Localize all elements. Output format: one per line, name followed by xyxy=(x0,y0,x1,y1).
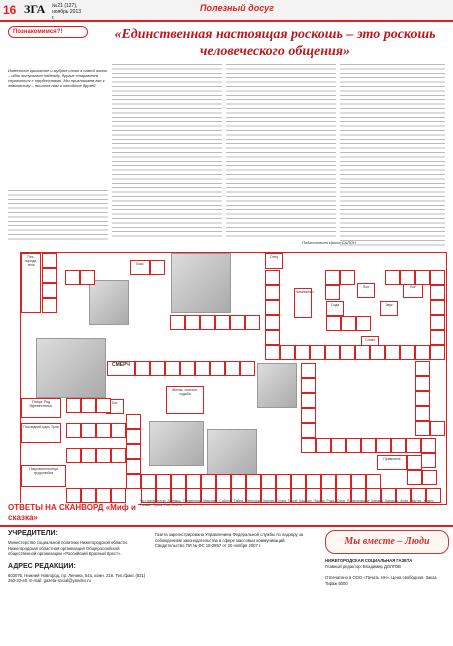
crossword-cell[interactable] xyxy=(66,398,81,413)
crossword-cell[interactable] xyxy=(180,361,195,376)
crossword-cell[interactable] xyxy=(415,361,430,376)
crossword-cell[interactable] xyxy=(385,270,400,285)
crossword-cell[interactable] xyxy=(42,283,57,298)
crossword-cell[interactable] xyxy=(340,270,355,285)
crossword-cell[interactable] xyxy=(81,448,96,463)
crossword-cell[interactable] xyxy=(81,423,96,438)
footer-founders xyxy=(8,530,148,584)
crossword-cell[interactable] xyxy=(415,345,430,360)
crossword-cell[interactable] xyxy=(65,270,80,285)
section-title: Полезный досуг xyxy=(200,3,274,13)
crossword-cell[interactable] xyxy=(430,270,445,285)
crossword-cell[interactable] xyxy=(430,300,445,315)
address-title: АДРЕС РЕДАКЦИИ: xyxy=(8,562,76,570)
crossword-cell[interactable] xyxy=(81,488,96,503)
crossword-grid xyxy=(20,252,447,505)
crossword-cell[interactable] xyxy=(422,470,437,485)
crossword-cell[interactable] xyxy=(326,316,341,331)
clue-10: Жизнь, счастье, судьба xyxy=(166,386,204,414)
crossword-cell[interactable] xyxy=(96,423,111,438)
crossword-cell[interactable] xyxy=(215,315,230,330)
crossword-cell[interactable] xyxy=(301,408,316,423)
crossword-cell[interactable] xyxy=(126,414,141,429)
crossword-cell[interactable] xyxy=(165,361,180,376)
crossword-cell[interactable] xyxy=(385,345,400,360)
crossword-cell[interactable] xyxy=(230,315,245,330)
crossword-cell[interactable] xyxy=(415,421,430,436)
issue-info: №21 (127), ноябрь 2013 г. xyxy=(52,3,82,21)
crossword-cell[interactable] xyxy=(66,448,81,463)
crossword-cell[interactable] xyxy=(156,474,171,489)
crossword-cell[interactable] xyxy=(66,423,81,438)
clue-4: Чемпионат xyxy=(294,288,312,318)
crossword-cell[interactable] xyxy=(325,285,340,300)
crossword-cell[interactable] xyxy=(126,429,141,444)
crossword-cell[interactable] xyxy=(201,474,216,489)
crossword-cell[interactable] xyxy=(126,444,141,459)
clue-11: СМЕРЧ xyxy=(107,361,135,376)
crossword-cell[interactable] xyxy=(415,376,430,391)
crossword-cell[interactable] xyxy=(301,423,316,438)
page-number: 16 xyxy=(3,3,17,17)
crossword-cell[interactable] xyxy=(301,393,316,408)
crossword-cell[interactable] xyxy=(391,438,406,453)
crossword-cell[interactable] xyxy=(265,300,280,315)
crossword-cell[interactable] xyxy=(210,361,225,376)
crossword-cell[interactable] xyxy=(400,345,415,360)
crossword-cell[interactable] xyxy=(111,488,126,503)
crossword-cell[interactable] xyxy=(421,438,436,453)
answers-text: По горизонтали: Абрикос. Трезвенник. Мирзоев. Сабина. Тайна. Петрушка. Кризис. Бочка. Герой. Каштан. Пашня. Рожь. Сура. По вертикали: Чапаев. Ландыш. Арка. Пастух. Хомут. Рыжик. Прага. Лев. Знать. xyxy=(140,499,434,508)
crossword-cell[interactable] xyxy=(246,474,261,489)
crossword-cell[interactable] xyxy=(200,315,215,330)
crossword-cell[interactable] xyxy=(415,406,430,421)
crossword-cell[interactable] xyxy=(280,345,295,360)
founders-text: Министерство социальной политики Нижегородской области. Нижегородская областная организация Общероссийской общественной организации «Российский Красный Крест». xyxy=(8,540,128,557)
crossword-cell[interactable] xyxy=(225,361,240,376)
crossword-cell[interactable] xyxy=(321,474,336,489)
crossword-cell[interactable] xyxy=(430,345,445,360)
footer-registration: Газета зарегистрирована Управлением Федеральной службы по надзору за соблюдением законодательства в сфере массовых коммуникаций. Свидетельство ПИ № ФС 18-2857 от 20 ноября 2007 г. xyxy=(155,532,304,549)
crossword-cell[interactable] xyxy=(421,453,436,468)
crossword-cell[interactable] xyxy=(415,270,430,285)
crossword-cell[interactable] xyxy=(42,253,57,268)
crossword-cell[interactable] xyxy=(316,438,331,453)
crossword-cell[interactable] xyxy=(301,378,316,393)
article-column-1 xyxy=(8,188,108,240)
article-author: Подготовила Ирина САЛОН xyxy=(302,240,356,245)
clue-7: Звук xyxy=(380,301,398,316)
clue-13: Последний царь Трои xyxy=(21,423,61,443)
crossword-cell[interactable] xyxy=(356,316,371,331)
crossword-cell[interactable] xyxy=(415,391,430,406)
crossword-cell[interactable] xyxy=(430,330,445,345)
crossword-cell[interactable] xyxy=(430,315,445,330)
crossword-cell[interactable] xyxy=(195,361,210,376)
clue-14: Бог xyxy=(106,399,124,414)
crossword-cell[interactable] xyxy=(81,398,96,413)
crossword-cell[interactable] xyxy=(170,315,185,330)
article-headline: «Единственная настоящая роскошь – это роскошь человеческого общения» xyxy=(114,27,436,59)
crossword-cell[interactable] xyxy=(301,438,316,453)
crossword-cell[interactable] xyxy=(171,474,186,489)
crossword-cell[interactable] xyxy=(96,448,111,463)
crossword-cell[interactable] xyxy=(150,260,165,275)
crossword-cell[interactable] xyxy=(366,474,381,489)
crossword-cell[interactable] xyxy=(141,474,156,489)
article-intro: Известное крылатое и мудрое слово в самой жизни – одни выпускают надежду, другие стараются справиться с трудностями. Мы приглашаем вас к знакомству – пишите нам и находите друзей. xyxy=(8,68,108,88)
crossword-cell[interactable] xyxy=(245,315,260,330)
photo-family xyxy=(36,338,106,398)
crossword-cell[interactable] xyxy=(185,315,200,330)
crossword-cell[interactable] xyxy=(186,474,201,489)
clue-1: Пес-породи-тель xyxy=(21,253,41,313)
crossword-cell[interactable] xyxy=(111,448,126,463)
crossword-cell[interactable] xyxy=(66,488,81,503)
crossword-cell[interactable] xyxy=(331,438,346,453)
footer-editor xyxy=(325,558,449,586)
clue-15: Покровительница трудолюбия xyxy=(21,465,66,487)
crossword-cell[interactable] xyxy=(340,345,355,360)
clue-12: Птица. Род буревестника. xyxy=(21,398,61,418)
crossword-cell[interactable] xyxy=(406,438,421,453)
print-info: Отпечатано в ООО «Печать НН». Цена свободная. Заказ. Тираж 5000 xyxy=(325,575,438,586)
crossword-cell[interactable] xyxy=(361,438,376,453)
crossword-cell[interactable] xyxy=(336,474,351,489)
crossword-cell[interactable] xyxy=(376,438,391,453)
crossword-cell[interactable] xyxy=(265,330,280,345)
clue-8: Бог xyxy=(403,283,423,298)
crossword-cell[interactable] xyxy=(341,316,356,331)
crossword-cell[interactable] xyxy=(430,285,445,300)
crossword-cell[interactable] xyxy=(265,345,280,360)
crossword-cell[interactable] xyxy=(265,270,280,285)
editor-name: Главный редактор: Владимир ДОЛГОВ xyxy=(325,563,401,569)
newspaper-logo: ЗГА xyxy=(24,2,46,16)
clue-2: Бокс xyxy=(130,260,150,275)
crossword-cell[interactable] xyxy=(295,345,310,360)
clue-6: Сода xyxy=(326,301,344,316)
crossword-cell[interactable] xyxy=(126,474,141,489)
clue-16: Правитель xyxy=(377,455,407,470)
crossword-cell[interactable] xyxy=(96,398,111,413)
crossword-cell[interactable] xyxy=(265,285,280,300)
crossword-cell[interactable] xyxy=(240,361,255,376)
crossword-cell[interactable] xyxy=(291,474,306,489)
crossword-cell[interactable] xyxy=(135,361,150,376)
crossword-cell[interactable] xyxy=(216,474,231,489)
crossword-cell[interactable] xyxy=(301,363,316,378)
crossword-cell[interactable] xyxy=(370,345,385,360)
article-column-4 xyxy=(340,62,445,247)
clue-5: Пол xyxy=(357,283,375,298)
clue-3: Отец xyxy=(265,253,283,269)
crossword-cell[interactable] xyxy=(430,421,445,436)
crossword-cell[interactable] xyxy=(80,270,95,285)
editor-title: НИЖЕГОРОДСКАЯ СОЦИАЛЬНАЯ ГАЗЕТА xyxy=(325,558,413,563)
article-badge: Познакомимся?! xyxy=(8,26,88,38)
crossword-cell[interactable] xyxy=(325,345,340,360)
crossword-cell[interactable] xyxy=(310,345,325,360)
crossword-cell[interactable] xyxy=(261,474,276,489)
photo-woman xyxy=(89,280,129,325)
crossword-cell[interactable] xyxy=(111,423,126,438)
crossword-cell[interactable] xyxy=(306,474,321,489)
photo-children xyxy=(149,421,204,466)
photo-statue xyxy=(171,253,231,313)
crossword-cell[interactable] xyxy=(407,455,422,470)
photo-elder xyxy=(207,429,257,477)
crossword-cell[interactable] xyxy=(96,488,111,503)
crossword-cell[interactable] xyxy=(42,268,57,283)
crossword-cell[interactable] xyxy=(400,270,415,285)
crossword-cell[interactable] xyxy=(231,474,246,489)
clue-9: Слово xyxy=(361,336,379,351)
crossword-cell[interactable] xyxy=(150,361,165,376)
founders-title: УЧРЕДИТЕЛИ: xyxy=(8,530,58,537)
crossword-cell[interactable] xyxy=(276,474,291,489)
article-column-2 xyxy=(112,62,222,240)
crossword-cell[interactable] xyxy=(346,438,361,453)
address-text: 603076, Нижний Новгород, пр. Ленина, 54а, комн. 218. Тел./факс (831) 250-32-40. E-mail: gazeta-social@yandex.ru xyxy=(8,572,146,584)
crossword-cell[interactable] xyxy=(325,270,340,285)
crossword-cell[interactable] xyxy=(42,298,57,313)
photo-people xyxy=(257,363,297,408)
crossword-cell[interactable] xyxy=(355,345,370,360)
brand-logo: Мы вместе – Люди xyxy=(325,530,449,554)
crossword-cell[interactable] xyxy=(407,470,422,485)
crossword-cell[interactable] xyxy=(351,474,366,489)
crossword-cell[interactable] xyxy=(265,315,280,330)
article-column-3 xyxy=(226,62,336,237)
answers-title: ОТВЕТЫ НА СКАНВОРД «Миф и сказка» xyxy=(8,503,138,527)
crossword-cell[interactable] xyxy=(126,459,141,474)
